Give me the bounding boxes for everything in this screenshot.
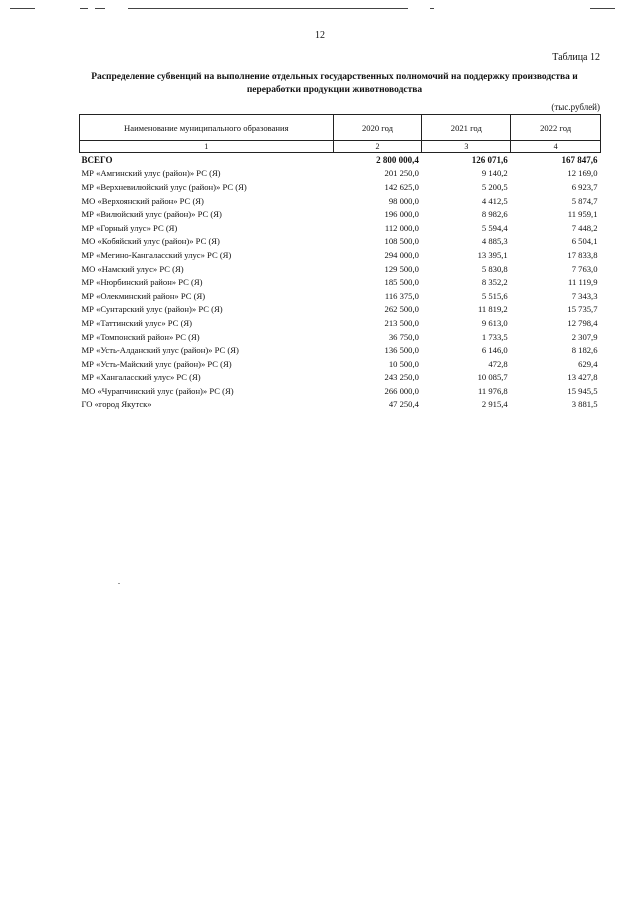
row-name: МР «Сунтарский улус (район)» РС (Я) — [81, 304, 223, 315]
row-name: МР «Горный улус» РС (Я) — [81, 222, 178, 233]
units-label: (тыс.рублей) — [551, 102, 600, 112]
table-row — [80, 343, 601, 357]
value-2021: 11 976,8 — [477, 385, 508, 396]
value-2020: 129 500,0 — [384, 263, 419, 274]
value-2022: 2 307,9 — [571, 331, 598, 342]
column-header: Наименование муниципального образования — [80, 115, 334, 141]
row-name: МР «Хангаласский улус» РС (Я) — [81, 372, 201, 383]
value-2021: 126 071,6 — [471, 154, 508, 165]
table-row — [80, 221, 601, 235]
value-2020: 98 000,0 — [388, 195, 419, 206]
value-2021: 1 733,5 — [481, 331, 508, 342]
value-2020: 108 500,0 — [384, 236, 419, 247]
value-2020: 262 500,0 — [384, 304, 419, 315]
table-row — [80, 275, 601, 289]
value-2022: 11 959,1 — [567, 209, 598, 220]
value-2021: 10 085,7 — [477, 372, 508, 383]
column-header: 2020 год — [333, 115, 422, 141]
row-name: ГО «город Якутск» — [81, 399, 152, 410]
column-index-row — [80, 141, 601, 153]
table-row — [80, 316, 601, 330]
value-2022: 13 427,8 — [567, 372, 598, 383]
value-2021: 4 885,3 — [481, 236, 508, 247]
value-2021: 5 200,5 — [481, 181, 508, 192]
table-row — [80, 384, 601, 398]
row-name: МР «Усть-Майский улус (район)» РС (Я) — [81, 358, 232, 369]
value-2021: 4 412,5 — [481, 195, 508, 206]
value-2020: 112 000,0 — [384, 222, 419, 233]
row-name: МР «Амгинский улус (район)» РС (Я) — [81, 168, 221, 179]
value-2021: 8 352,2 — [481, 277, 508, 288]
subsidy-table — [79, 114, 601, 411]
table-row — [80, 180, 601, 194]
scan-artifact-line — [10, 8, 35, 9]
row-name: МР «Мегино-Кангаласский улус» РС (Я) — [81, 249, 232, 260]
table-row — [80, 235, 601, 249]
value-2021: 2 915,4 — [481, 399, 508, 410]
row-name: МО «Верхоянский район» РС (Я) — [81, 195, 204, 206]
value-2021: 5 594,4 — [481, 222, 508, 233]
value-2020: 47 250,4 — [388, 399, 419, 410]
value-2020: 243 250,0 — [384, 372, 419, 383]
value-2021: 9 140,2 — [481, 168, 508, 179]
row-name: МО «Чурапчинский улус (район)» РС (Я) — [81, 385, 234, 396]
value-2022: 11 119,9 — [568, 277, 598, 288]
value-2022: 7 448,2 — [571, 222, 598, 233]
value-2021: 11 819,2 — [477, 304, 508, 315]
row-name: МР «Вилюйский улус (район)» РС (Я) — [81, 209, 222, 220]
value-2021: 13 395,1 — [477, 249, 508, 260]
value-2022: 12 798,4 — [567, 317, 598, 328]
table-row — [80, 194, 601, 208]
value-2022: 7 763,0 — [571, 263, 598, 274]
value-2020: 266 000,0 — [384, 385, 419, 396]
value-2022: 8 182,6 — [571, 345, 598, 356]
title-line-1: Распределение субвенций на выполнение отдельных государственных полномочий на поддержку производства и — [91, 72, 578, 82]
row-name: МР «Усть-Алданский улус (район)» РС (Я) — [81, 345, 239, 356]
value-2022: 6 923,7 — [571, 181, 598, 192]
value-2021: 472,8 — [488, 358, 508, 369]
value-2020: 185 500,0 — [384, 277, 419, 288]
value-2020: 10 500,0 — [388, 358, 419, 369]
row-name: МО «Намский улус» РС (Я) — [81, 263, 184, 274]
value-2020: 201 250,0 — [384, 168, 419, 179]
row-name: МР «Томпонский район» РС (Я) — [81, 331, 200, 342]
value-2022: 17 833,8 — [567, 249, 598, 260]
table-row — [80, 262, 601, 276]
value-2020: 294 000,0 — [384, 249, 419, 260]
value-2022: 629,4 — [578, 358, 598, 369]
table-row — [80, 303, 601, 317]
scan-artifact-line — [95, 8, 105, 9]
scan-artifact-line — [430, 8, 434, 9]
value-2020: 142 625,0 — [384, 181, 419, 192]
scan-artifact-line — [590, 8, 615, 9]
value-2022: 5 874,7 — [571, 195, 598, 206]
value-2022: 15 735,7 — [567, 304, 598, 315]
row-name: ВСЕГО — [81, 154, 113, 165]
table-row — [80, 371, 601, 385]
title-line-2: переработки продукции животноводства — [246, 85, 423, 95]
row-name: МР «Олекминский район» РС (Я) — [81, 290, 206, 301]
column-index: 2 — [333, 141, 422, 153]
row-name: МР «Нюрбинский район» РС (Я) — [81, 277, 203, 288]
table-row — [80, 398, 601, 412]
table-row — [80, 167, 601, 181]
value-2020: 196 000,0 — [384, 209, 419, 220]
table-row — [80, 330, 601, 344]
page-number: 12 — [315, 30, 325, 41]
column-index: 3 — [422, 141, 511, 153]
value-2022: 7 343,3 — [571, 290, 598, 301]
column-header: 2021 год — [422, 115, 511, 141]
value-2022: 6 504,1 — [571, 236, 598, 247]
value-2020: 213 500,0 — [384, 317, 419, 328]
value-2021: 5 830,8 — [481, 263, 508, 274]
table-row — [80, 248, 601, 262]
value-2020: 116 375,0 — [384, 290, 419, 301]
document-title — [72, 71, 597, 97]
table-row — [80, 357, 601, 371]
column-index: 4 — [511, 141, 601, 153]
table-label: Таблица 12 — [552, 52, 600, 63]
value-2022: 15 945,5 — [567, 385, 598, 396]
scan-speck — [118, 583, 120, 584]
table-row — [80, 289, 601, 303]
value-2020: 36 750,0 — [388, 331, 419, 342]
value-2022: 167 847,6 — [561, 154, 598, 165]
table-row — [80, 207, 601, 221]
value-2020: 136 500,0 — [384, 345, 419, 356]
table-header-row — [80, 115, 601, 141]
column-header: 2022 год — [511, 115, 601, 141]
value-2020: 2 800 000,4 — [376, 154, 419, 165]
total-row — [80, 153, 601, 167]
scan-artifact-line — [128, 8, 408, 9]
value-2022: 12 169,0 — [567, 168, 598, 179]
value-2022: 3 881,5 — [571, 399, 598, 410]
row-name: МР «Верхневилюйский улус (район)» РС (Я) — [81, 181, 247, 192]
value-2021: 5 515,6 — [481, 290, 508, 301]
value-2021: 9 613,0 — [481, 317, 508, 328]
column-index: 1 — [80, 141, 334, 153]
value-2021: 8 982,6 — [481, 209, 508, 220]
row-name: МР «Таттинский улус» РС (Я) — [81, 317, 193, 328]
scan-artifact-line — [80, 8, 88, 9]
row-name: МО «Кобяйский улус (район)» РС (Я) — [81, 236, 220, 247]
value-2021: 6 146,0 — [481, 345, 508, 356]
